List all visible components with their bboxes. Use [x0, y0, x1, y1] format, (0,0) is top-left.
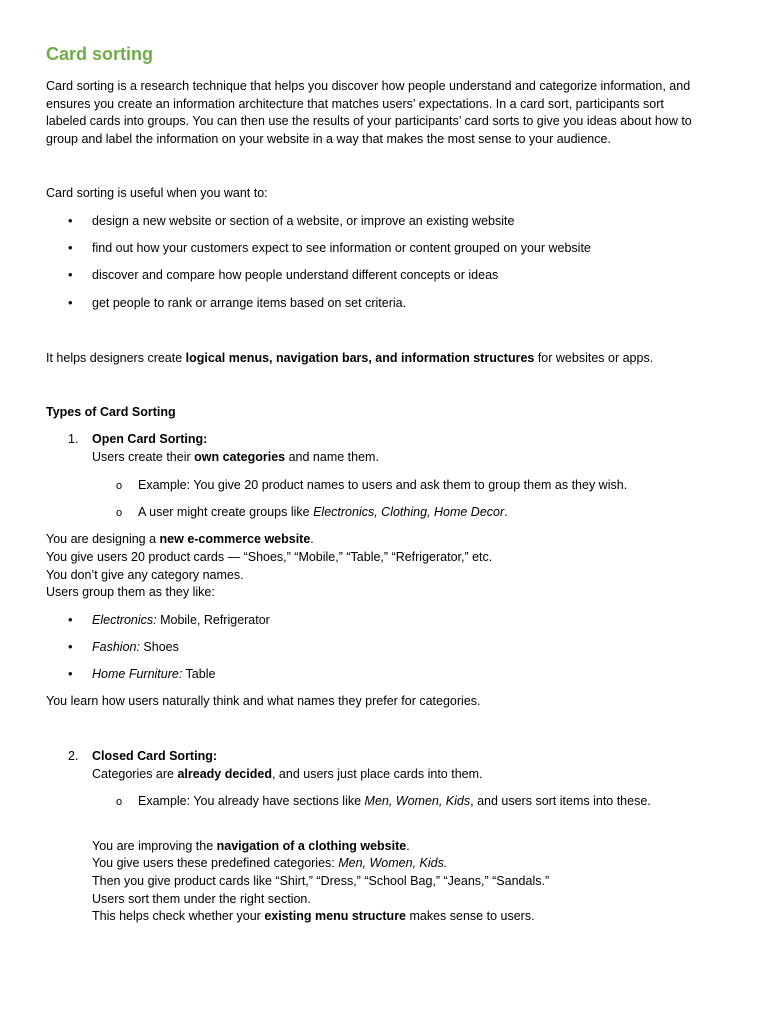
- open-sub-2: [138, 505, 508, 519]
- useful-item: get people to rank or arrange items based on set criteria.: [92, 296, 407, 310]
- open-desc-bold: own categories: [194, 450, 286, 464]
- group-item: [92, 640, 179, 654]
- useful-item: discover and compare how people understand different concepts or ideas: [92, 268, 499, 282]
- useful-lead: Card sorting is useful when you want to:: [46, 186, 268, 200]
- closed-sub-1-pre: Example: You already have sections like: [138, 794, 365, 808]
- circle-bullet-icon: o: [116, 507, 123, 519]
- list-number: 1.: [68, 432, 79, 446]
- group-label: Electronics:: [92, 613, 157, 627]
- closed-ex-bold: navigation of a clothing website: [216, 839, 407, 853]
- closed-title: Closed Card Sorting:: [92, 749, 218, 763]
- closed-example-line-5: [92, 909, 535, 923]
- closed-sub-1-ital: Men, Women, Kids: [364, 794, 471, 808]
- open-ex-pre: You are designing a: [46, 532, 160, 546]
- bullet-icon: •: [68, 639, 73, 654]
- intro-line-1: Card sorting is a research technique that helps you discover how people understand and categorize information, and: [46, 79, 691, 93]
- closed-ex5-post: makes sense to users.: [406, 909, 535, 923]
- closed-desc-pre: Categories are: [92, 767, 178, 781]
- closed-example-line-2: [92, 856, 447, 870]
- open-example-line-1: [46, 532, 314, 546]
- group-item: [92, 667, 215, 681]
- open-learn: You learn how users naturally think and what names they prefer for categories.: [46, 694, 481, 708]
- group-label: Fashion:: [92, 640, 140, 654]
- closed-sub-1-post: , and users sort items into these.: [470, 794, 651, 808]
- open-desc-post: and name them.: [285, 450, 379, 464]
- group-item: [92, 613, 270, 627]
- closed-ex-post: .: [406, 839, 410, 853]
- closed-ex-pre: You are improving the: [92, 839, 217, 853]
- group-label: Home Furniture:: [92, 667, 183, 681]
- bullet-icon: •: [68, 240, 73, 255]
- bullet-icon: •: [68, 666, 73, 681]
- open-sub-2-post: .: [504, 505, 508, 519]
- circle-bullet-icon: o: [116, 796, 123, 808]
- bullet-icon: •: [68, 267, 73, 282]
- useful-item: design a new website or section of a website, or improve an existing website: [92, 214, 515, 228]
- open-example-line-4: Users group them as they like:: [46, 585, 215, 599]
- closed-desc-post: , and users just place cards into them.: [271, 767, 483, 781]
- group-items: Table: [182, 667, 216, 681]
- intro-line-2: ensures you create an information architecture that matches users’ expectations. In a card sort, participants sort: [46, 97, 664, 111]
- closed-desc: [92, 767, 483, 781]
- closed-ex2-ital: Men, Women, Kids.: [338, 856, 448, 870]
- closed-ex5-bold: existing menu structure: [264, 909, 407, 923]
- closed-ex2-pre: You give users these predefined categories:: [92, 856, 339, 870]
- closed-example-line-3: Then you give product cards like “Shirt,” “Dress,” “School Bag,” “Jeans,” “Sandals.”: [92, 874, 550, 888]
- intro-line-3: labeled cards into groups. You can then use the results of your participants’ card sorts to give you ideas about how to: [46, 114, 692, 128]
- page-title: Card sorting: [46, 44, 154, 64]
- closed-ex5-pre: This helps check whether your: [92, 909, 265, 923]
- open-ex-bold: new e-commerce website: [159, 532, 311, 546]
- open-title: Open Card Sorting:: [92, 432, 208, 446]
- list-number: 2.: [68, 749, 79, 763]
- intro-line-4: group and label the information on your website in a way that makes the most sense to your audience.: [46, 132, 611, 146]
- open-sub-2-ital: Electronics, Clothing, Home Decor: [313, 505, 505, 519]
- open-example-line-3: You don’t give any category names.: [46, 568, 244, 582]
- open-ex-post: .: [310, 532, 314, 546]
- open-example-line-2: You give users 20 product cards — “Shoes,” “Mobile,” “Table,” “Refrigerator,” etc.: [46, 550, 493, 564]
- open-desc: [92, 450, 379, 464]
- closed-desc-bold: already decided: [177, 767, 272, 781]
- closed-example-line-4: Users sort them under the right section.: [92, 892, 311, 906]
- bullet-icon: •: [68, 612, 73, 627]
- useful-item: find out how your customers expect to see information or content grouped on your website: [92, 241, 591, 255]
- group-items: Shoes: [139, 640, 179, 654]
- helps-post: for websites or apps.: [534, 351, 654, 365]
- open-sub-1: Example: You give 20 product names to users and ask them to group them as they wish.: [138, 478, 628, 492]
- closed-sub-1: [138, 794, 651, 808]
- circle-bullet-icon: o: [116, 480, 123, 492]
- open-sub-2-pre: A user might create groups like: [138, 505, 314, 519]
- bullet-icon: •: [68, 213, 73, 228]
- open-desc-pre: Users create their: [92, 450, 195, 464]
- types-heading: Types of Card Sorting: [46, 405, 176, 419]
- closed-example-line-1: [92, 839, 410, 853]
- helps-pre: It helps designers create: [46, 351, 186, 365]
- helps-line: [46, 351, 653, 365]
- group-items: Mobile, Refrigerator: [156, 613, 270, 627]
- helps-bold: logical menus, navigation bars, and information structures: [185, 351, 535, 365]
- bullet-icon: •: [68, 295, 73, 310]
